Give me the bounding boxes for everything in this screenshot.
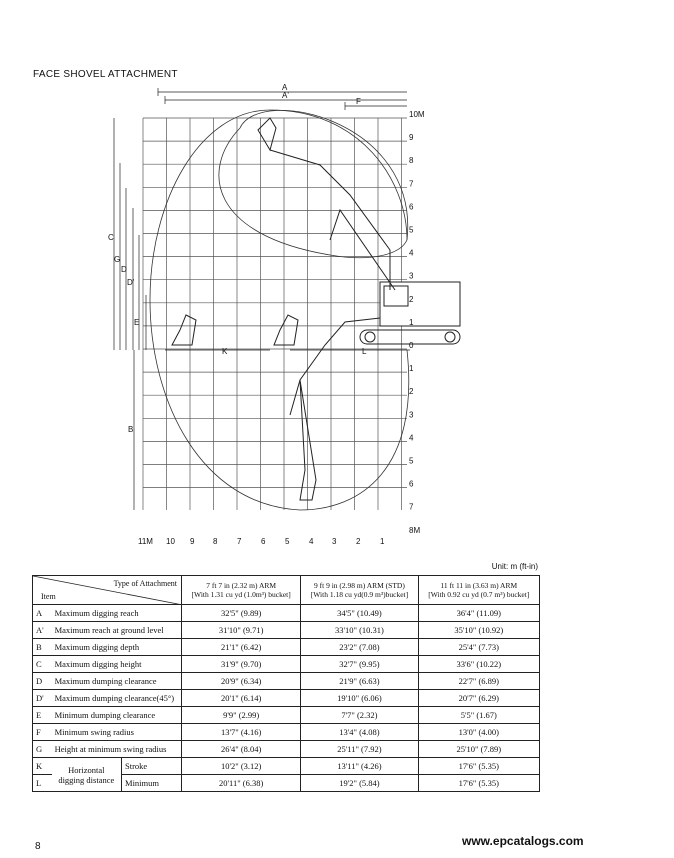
table-row (33, 656, 540, 673)
table-cell: 20'11" (6.38) (182, 775, 301, 792)
scale-label: 7 (409, 502, 414, 512)
scale-label: 1 (380, 537, 385, 546)
table-cell: 5'5" (1.67) (418, 707, 539, 724)
scale-label: 10M (409, 110, 425, 119)
bottom-scale (138, 537, 385, 546)
row-item: Maximum reach at ground level (52, 622, 182, 639)
table-cell: 13'4" (4.08) (301, 724, 418, 741)
reach-envelope (150, 110, 409, 510)
table-cell: 20'7" (6.29) (418, 690, 539, 707)
scale-label: 3 (332, 537, 337, 546)
table-cell: 32'5" (9.89) (182, 605, 301, 622)
table-row (33, 639, 540, 656)
table-cell: 22'7" (6.89) (418, 673, 539, 690)
row-sub: Stroke (122, 758, 182, 775)
dimension-label: L (362, 347, 367, 356)
header-item: Item (41, 592, 56, 601)
row-item: Minimum dumping clearance (52, 707, 182, 724)
row-item: Minimum swing radius (52, 724, 182, 741)
row-item: Maximum dumping clearance(45°) (52, 690, 182, 707)
row-item: Maximum digging depth (52, 639, 182, 656)
column-header-3: 11 ft 11 in (3.63 m) ARM [With 0.92 cu yd (0.7 m³) bucket] (418, 576, 539, 605)
horizontal-label: Horizontal digging distance (52, 758, 122, 792)
dimension-labels (108, 83, 367, 434)
dimension-label: B (128, 425, 134, 434)
table-cell: 10'2" (3.12) (182, 758, 301, 775)
scale-label: 7 (237, 537, 242, 546)
dimension-label: A' (282, 91, 289, 100)
page-title: FACE SHOVEL ATTACHMENT (33, 69, 178, 80)
page-number: 8 (35, 841, 41, 852)
scale-label: 4 (409, 433, 414, 443)
scale-label: 4 (409, 248, 414, 258)
dimension-lines (114, 88, 410, 510)
table-cell: 19'2" (5.84) (301, 775, 418, 792)
table-cell: 17'6" (5.35) (418, 758, 539, 775)
header-diagonal-cell (33, 576, 182, 605)
table-cell: 13'7" (4.16) (182, 724, 301, 741)
scale-label: 7 (409, 179, 414, 189)
row-letter: G (33, 741, 52, 758)
row-letter: D (33, 673, 52, 690)
scale-label: 2 (409, 294, 414, 304)
table-cell: 21'1" (6.42) (182, 639, 301, 656)
scale-label: 2 (409, 387, 414, 397)
scale-label: 8 (409, 156, 414, 166)
table-cell: 17'6" (5.35) (418, 775, 539, 792)
table-cell: 35'10" (10.92) (418, 622, 539, 639)
table-cell: 13'0" (4.00) (418, 724, 539, 741)
table-row (33, 673, 540, 690)
table-cell: 20'1" (6.14) (182, 690, 301, 707)
row-letter: C (33, 656, 52, 673)
scale-label: 5 (409, 456, 414, 466)
scale-label: 11M (138, 537, 153, 546)
table-cell: 23'2" (7.08) (301, 639, 418, 656)
scale-label: 5 (409, 225, 414, 235)
scale-label: 1 (409, 364, 414, 374)
scale-label: 6 (409, 202, 414, 212)
scale-label: 1 (409, 317, 414, 327)
table-cell: 20'9" (6.34) (182, 673, 301, 690)
table-cell: 33'6" (10.22) (418, 656, 539, 673)
table-cell: 36'4" (11.09) (418, 605, 539, 622)
row-letter: K (33, 758, 52, 775)
excavator (172, 118, 460, 500)
scale-label: 3 (409, 410, 414, 420)
header-type: Type of Attachment (113, 579, 177, 588)
table-cell: 19'10" (6.06) (301, 690, 418, 707)
table-cell: 25'4" (7.73) (418, 639, 539, 656)
scale-label: 6 (261, 537, 266, 546)
row-item: Maximum dumping clearance (52, 673, 182, 690)
scale-label: 3 (409, 271, 414, 281)
table-cell: 13'11" (4.26) (301, 758, 418, 775)
row-letter: F (33, 724, 52, 741)
scale-label: 10 (166, 537, 175, 546)
table-cell: 34'5" (10.49) (301, 605, 418, 622)
column-header-2: 9 ft 9 in (2.98 m) ARM (STD) [With 1.18 cu yd(0.9 m³)bucket] (301, 576, 418, 605)
scale-label: 8M (409, 525, 421, 535)
table-row (33, 605, 540, 622)
scale-label: 9 (190, 537, 195, 546)
table-cell: 31'9" (9.70) (182, 656, 301, 673)
unit-note: Unit: m (ft-in) (491, 562, 538, 571)
scale-label: 2 (356, 537, 361, 546)
row-item: Maximum digging height (52, 656, 182, 673)
dimension-label: C (108, 233, 114, 242)
table-cell: 25'11" (7.92) (301, 741, 418, 758)
table-cell: 9'9" (2.99) (182, 707, 301, 724)
row-letter: D' (33, 690, 52, 707)
table-cell: 21'9" (6.63) (301, 673, 418, 690)
row-letter: A (33, 605, 52, 622)
row-item: Maximum digging reach (52, 605, 182, 622)
row-letter: L (33, 775, 52, 792)
table-row (33, 741, 540, 758)
scale-label: 6 (409, 479, 414, 489)
table-row (33, 724, 540, 741)
scale-label: 8 (213, 537, 218, 546)
dimension-label: E (134, 318, 140, 327)
dimension-label: G (114, 255, 121, 264)
table-cell: 31'10" (9.71) (182, 622, 301, 639)
scale-label: 5 (285, 537, 290, 546)
grid (143, 118, 407, 510)
dimension-label: D (121, 265, 127, 274)
row-letter: B (33, 639, 52, 656)
table-cell: 33'10" (10.31) (301, 622, 418, 639)
table-cell: 25'10" (7.89) (418, 741, 539, 758)
dimension-label: K (222, 347, 228, 356)
table-row (33, 690, 540, 707)
table-cell: 7'7" (2.32) (301, 707, 418, 724)
table-cell: 32'7" (9.95) (301, 656, 418, 673)
scale-label: 9 (409, 133, 414, 143)
table-row (33, 707, 540, 724)
scale-label: 0 (409, 341, 414, 350)
row-item: Height at minimum swing radius (52, 741, 182, 758)
scale-label: 4 (309, 537, 314, 546)
table-row (33, 622, 540, 639)
dimension-label: A (282, 83, 288, 92)
dimension-label: D' (127, 278, 135, 287)
spec-table (32, 575, 540, 792)
watermark: www.epcatalogs.com (462, 834, 584, 848)
column-header-1: 7 ft 7 in (2.32 m) ARM [With 1.31 cu yd (1.0m³) bucket] (182, 576, 301, 605)
row-letter: E (33, 707, 52, 724)
row-sub: Minimum (122, 775, 182, 792)
row-letter: A' (33, 622, 52, 639)
dimension-label: F (356, 97, 361, 106)
table-row (33, 758, 540, 775)
table-cell: 26'4" (8.04) (182, 741, 301, 758)
